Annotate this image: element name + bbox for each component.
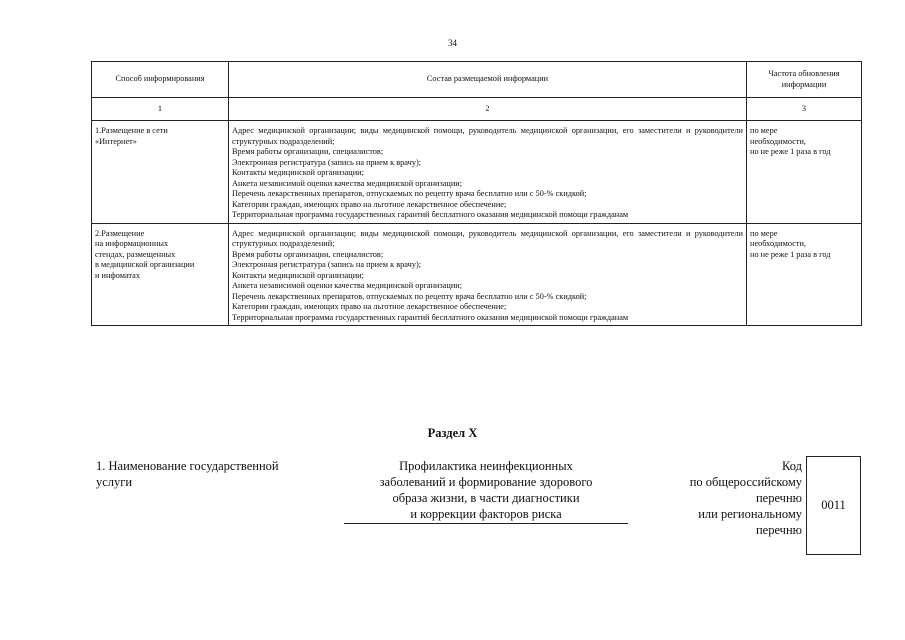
content-line: Электронная регистратура (запись на прием к врачу); [232, 157, 422, 167]
code-label-line: перечню [755, 491, 802, 505]
service-name-line: и коррекции факторов риска [410, 507, 562, 521]
content-line: Время работы организации, специалистов; [232, 249, 384, 259]
content-line: Территориальная программа государственных гарантий бесплатного оказания медицинской помощи гражданам [232, 312, 629, 322]
content-line: Перечень лекарственных препаратов, отпускаемых по рецепту врача бесплатно или с 50-% скидкой; [232, 291, 587, 301]
content-line: Категории граждан, имеющих право на льготное лекарственное обеспечение; [232, 199, 507, 209]
frequency-line: необходимости, [750, 239, 807, 248]
header-content: Состав размещаемой информации [229, 62, 747, 98]
service-code-value: 0011 [821, 498, 846, 512]
frequency-cell [747, 121, 862, 224]
method-line: 2.Размещение [95, 228, 145, 238]
content-line: Электронная регистратура (запись на прием к врачу); [232, 260, 422, 269]
service-label [96, 458, 316, 490]
code-label-line: по общероссийскому [689, 475, 802, 489]
content-line: Перечень лекарственных препаратов, отпускаемых по рецепту врача бесплатно или с 50-% скидкой; [232, 189, 587, 198]
page-number: 34 [448, 38, 457, 48]
column-number: 3 [747, 98, 862, 121]
content-line: Контакты медицинской организации; [232, 270, 364, 280]
content-line: Контакты медицинской организации; [232, 168, 364, 177]
code-label-line: или региональному [698, 507, 802, 521]
frequency-line: но не реже 1 раза в год [750, 147, 831, 156]
method-cell [92, 121, 229, 224]
content-cell [229, 121, 747, 224]
code-label-line: перечню [755, 523, 802, 537]
method-line: 1.Размещение в сети [95, 126, 168, 135]
header-frequency: Частота обновления информации [747, 62, 862, 98]
service-name-line: заболеваний и формирование здорового [379, 475, 593, 489]
content-line: Территориальная программа государственных гарантий бесплатного оказания медицинской помощи гражданам [232, 210, 629, 219]
service-name [344, 458, 628, 524]
frequency-line: по мере [750, 228, 778, 238]
header-method: Способ информирования [92, 62, 229, 98]
frequency-line: но не реже 1 раза в год [750, 249, 831, 259]
table-row [92, 121, 862, 224]
content-line: Категории граждан, имеющих право на льготное лекарственное обеспечение; [232, 302, 507, 311]
code-label-line: Код [782, 459, 802, 473]
service-code-box [806, 456, 861, 555]
frequency-cell [747, 223, 862, 326]
method-line: стендах, размещенных [95, 249, 176, 259]
section-title: Раздел X [427, 426, 478, 440]
frequency-line: по мере [750, 126, 778, 135]
service-label-line: 1. Наименование государственной [96, 459, 279, 473]
frequency-line: необходимости, [750, 136, 807, 146]
method-line: в медицинской организации [95, 260, 195, 269]
table-header-row [92, 62, 862, 98]
method-line: и инфоматах [95, 270, 140, 280]
column-number: 2 [229, 98, 747, 121]
table-row [92, 223, 862, 326]
information-table [91, 61, 862, 326]
service-name-line: Профилактика неинфекционных [399, 459, 573, 473]
content-line: Адрес медицинской организации; виды медицинской помощи, руководитель медицинской организации, его заместители и руководители структурных подразделений; [232, 126, 743, 146]
column-number-row [92, 98, 862, 121]
method-line: на информационных [95, 239, 169, 248]
content-line: Анкета независимой оценки качества медицинской организации; [232, 281, 463, 290]
content-cell [229, 223, 747, 326]
service-label-line: услуги [96, 475, 133, 489]
content-line: Время работы организации, специалистов; [232, 147, 384, 156]
code-label [660, 458, 802, 538]
content-line: Анкета независимой оценки качества медицинской организации; [232, 178, 463, 188]
service-name-line: образа жизни, в части диагностики [392, 491, 580, 505]
method-cell [92, 223, 229, 326]
method-line: «Интернет» [95, 136, 137, 146]
column-number: 1 [92, 98, 229, 121]
content-line: Адрес медицинской организации; виды медицинской помощи, руководитель медицинской организации, его заместители и руководители структурных подразделений; [232, 228, 743, 248]
